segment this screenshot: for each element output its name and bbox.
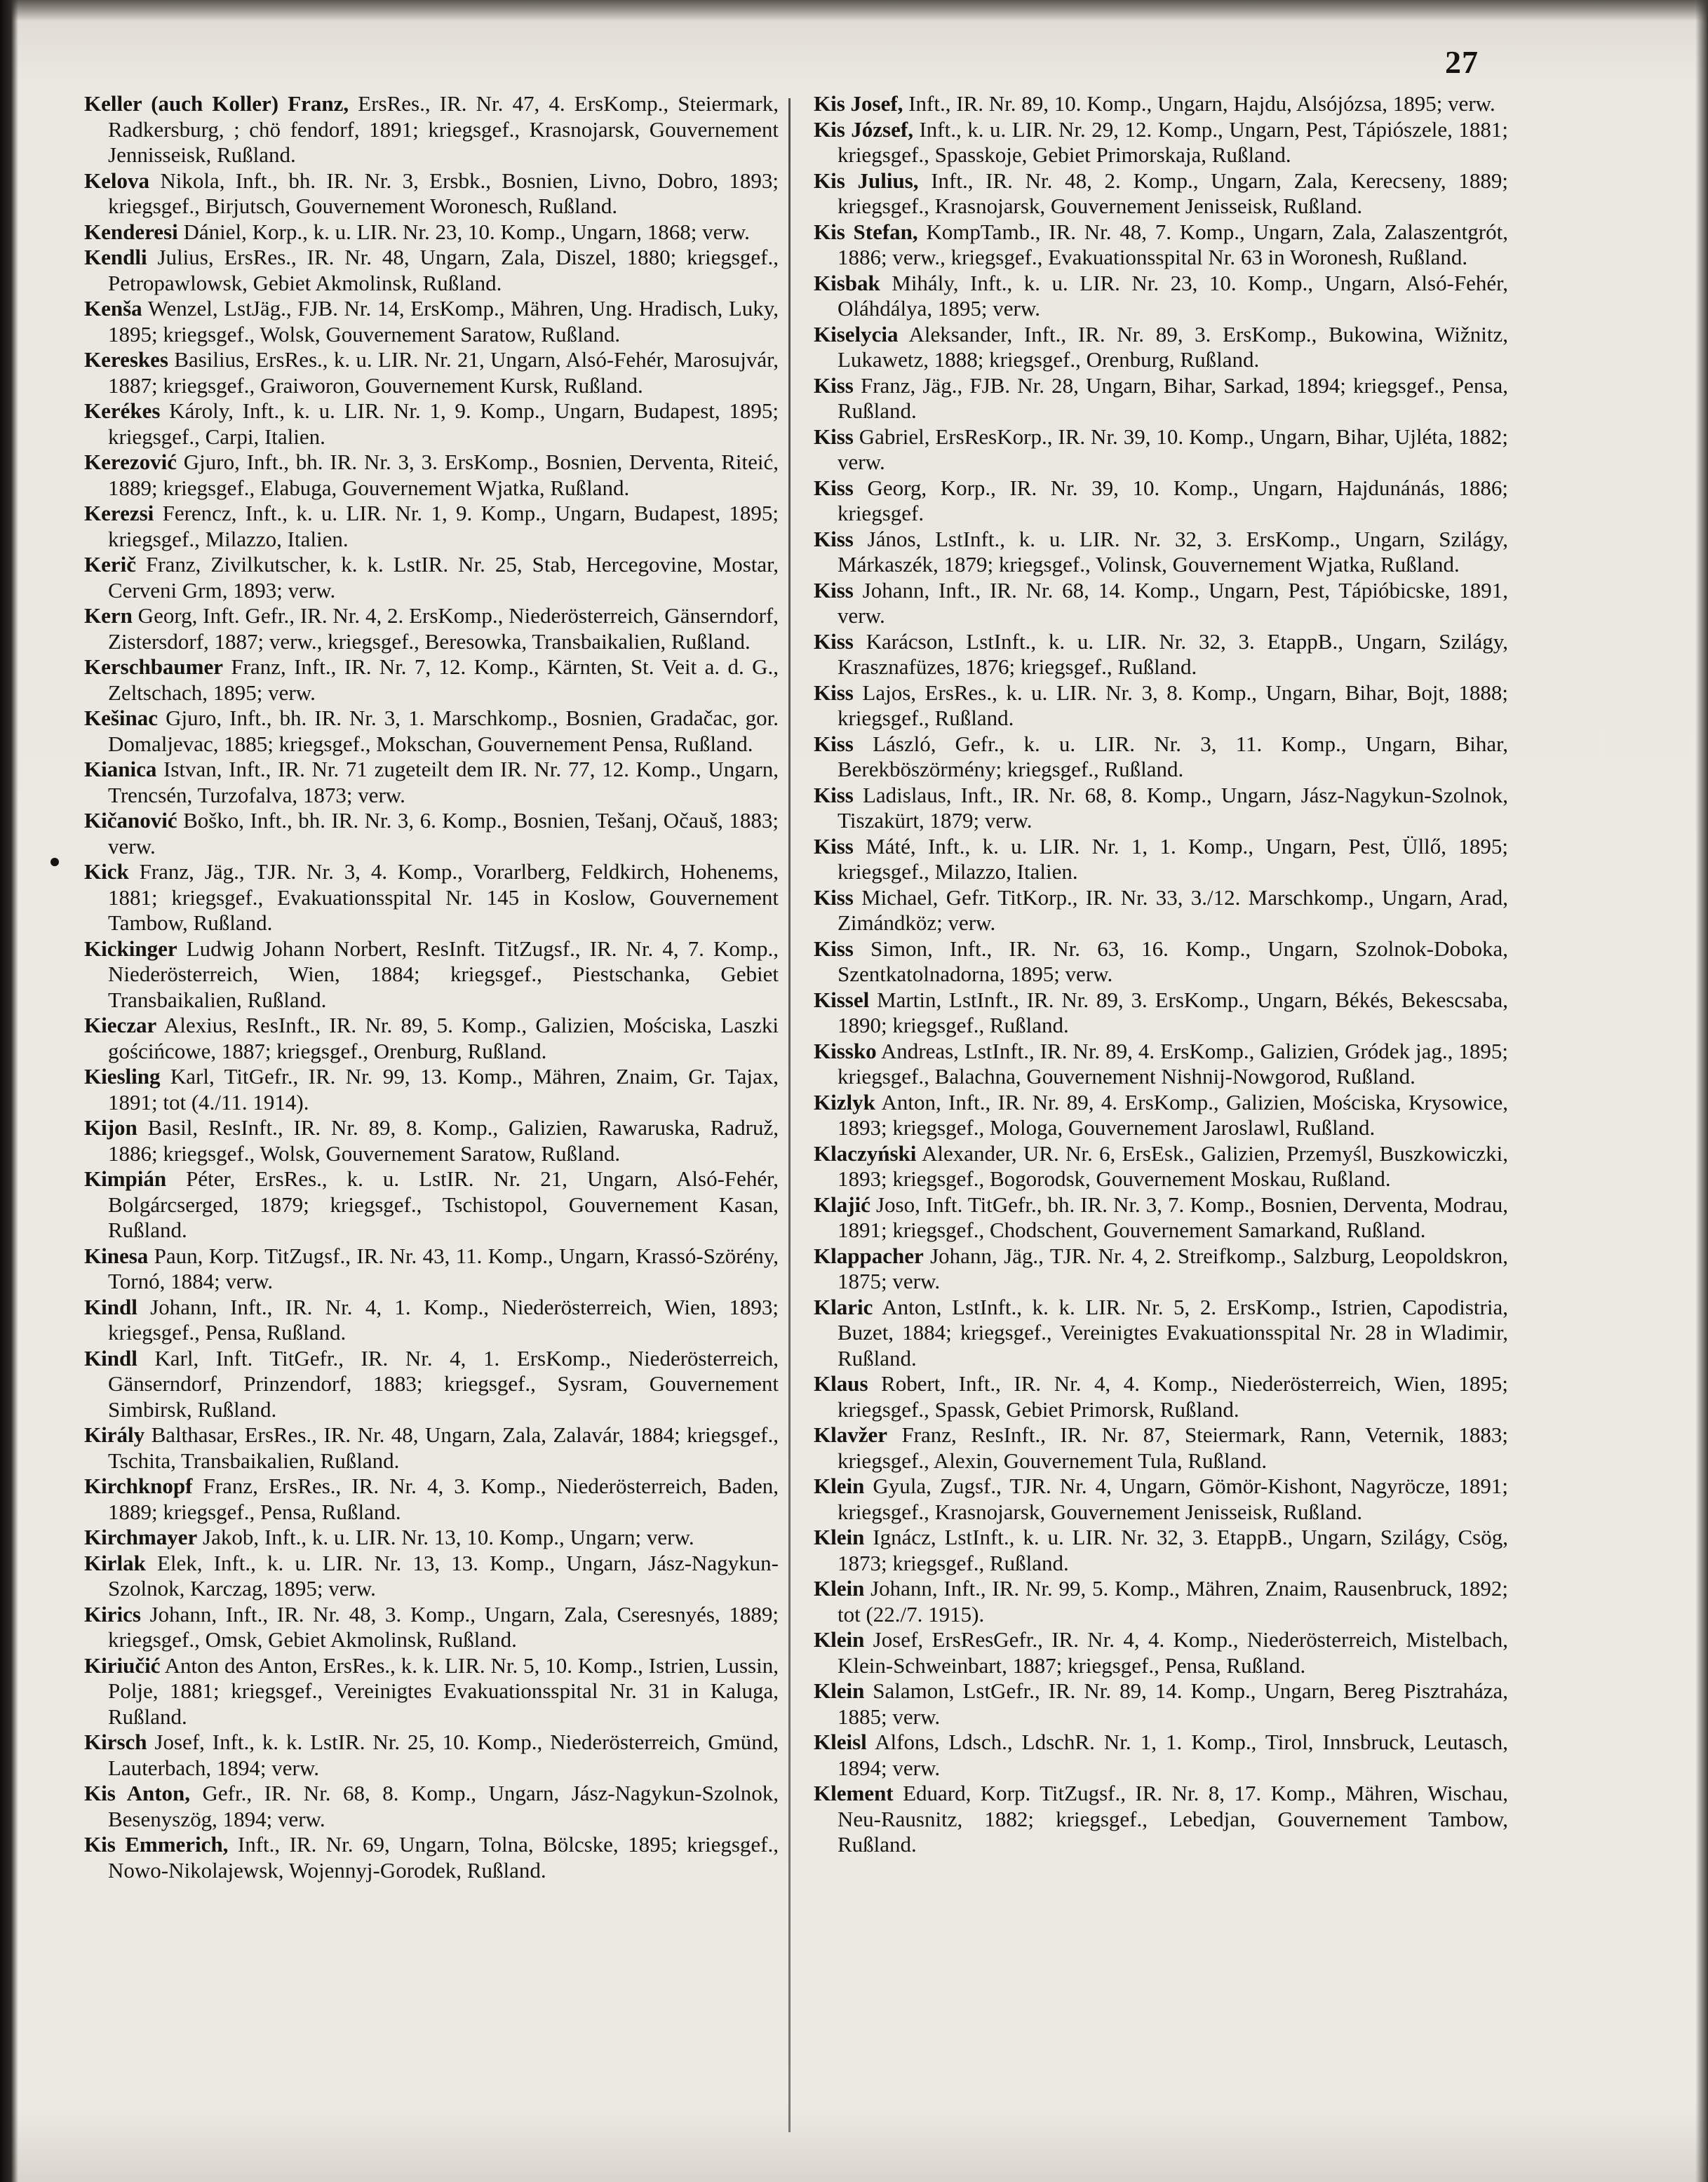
list-entry — [814, 1039, 1508, 1090]
entry-surname: Kerékes — [84, 398, 161, 423]
entry-details: Julius, ErsRes., IR. Nr. 48, Ungarn, Zala, Diszel, 1880; kriegsgef., Petropawlowsk, Gebiet Akmolinsk, Rußland. — [108, 245, 779, 295]
list-entry — [84, 552, 779, 603]
page-number: 27 — [1445, 44, 1479, 80]
entry-details: Robert, Inft., IR. Nr. 4, 4. Komp., Niederösterreich, Wien, 1895; kriegsgef., Spassk, Gebiet Primorsk, Rußland. — [838, 1371, 1508, 1422]
entry-surname: Kerič — [84, 552, 137, 577]
entry-details: Inft., IR. Nr. 89, 10. Komp., Ungarn, Hajdu, Alsójózsa, 1895; verw. — [903, 91, 1495, 116]
list-entry — [84, 808, 779, 859]
entry-surname: Kiss — [814, 577, 854, 602]
entry-details: Péter, ErsRes., k. u. LstIR. Nr. 21, Ungarn, Alsó-Fehér, Bolgárcserged, 1879; kriegsgef., Tschistopol, Gouvernement Kasan, Rußland. — [108, 1166, 779, 1242]
entry-surname: Kiss — [814, 680, 854, 705]
entry-details: Istvan, Inft., IR. Nr. 71 zugeteilt dem IR. Nr. 77, 12. Komp., Ungarn, Trencsén, Turzofalva, 1873; verw. — [108, 757, 779, 807]
entry-details: Gyula, Zugsf., TJR. Nr. 4, Ungarn, Gömör-Kishont, Nagyröcze, 1891; kriegsgef., Krasnojarsk, Gouvernement Jenisseisk, Rußland. — [838, 1474, 1508, 1524]
entry-details: Basil, ResInft., IR. Nr. 89, 8. Komp., Galizien, Rawaruska, Radruž, 1886; kriegsgef., Wolsk, Gouvernement Saratow, Rußland. — [108, 1115, 779, 1166]
entry-surname: Kieczar — [84, 1013, 157, 1037]
list-entry — [814, 1422, 1508, 1474]
list-entry — [814, 834, 1508, 885]
entry-surname: Klajić — [814, 1192, 870, 1217]
entry-details: Anton, Inft., IR. Nr. 89, 4. ErsKomp., Galizien, Mościska, Krysowice, 1893; kriegsgef., Mologa, Gouvernement Jaroslawl, Rußland. — [838, 1089, 1508, 1140]
scan-top-shadow — [0, 0, 1708, 21]
entry-surname: Kirchknopf — [84, 1474, 193, 1498]
entry-surname: Klaric — [814, 1294, 873, 1319]
entry-details: Ignácz, LstInft., k. u. LIR. Nr. 32, 3. EtappB., Ungarn, Szilágy, Csög, 1873; kriegsgef., Rußland. — [838, 1525, 1508, 1575]
list-entry — [814, 1371, 1508, 1422]
list-entry — [814, 1474, 1508, 1525]
entry-details: Gjuro, Inft., bh. IR. Nr. 3, 1. Marschkomp., Bosnien, Gradačac, gor. Domaljevac, 1885; kriegsgef., Mokschan, Gouvernement Pensa, Rußland. — [108, 706, 779, 756]
list-entry — [84, 1832, 779, 1883]
list-entry — [84, 450, 779, 501]
entry-surname: Klavžer — [814, 1422, 888, 1447]
entry-surname: Kiriučić — [84, 1652, 161, 1678]
entry-details: Salamon, LstGefr., IR. Nr. 89, 14. Komp., Ungarn, Bereg Pisztraháza, 1885; verw. — [838, 1678, 1508, 1729]
entry-details: Alexius, ResInft., IR. Nr. 89, 5. Komp., Galizien, Mościska, Laszki gościńcowe, 1887; kriegsgef., Orenburg, Rußland. — [108, 1013, 779, 1063]
entry-surname: Kerezović — [84, 450, 177, 474]
entry-surname: Király — [84, 1422, 145, 1447]
entry-details: Johann, Inft., IR. Nr. 4, 1. Komp., Niederösterreich, Wien, 1893; kriegsgef., Pensa, Rußland. — [108, 1294, 779, 1345]
entry-details: Alfons, Ldsch., LdschR. Nr. 1, 1. Komp., Tirol, Innsbruck, Leutasch, 1894; verw. — [838, 1730, 1508, 1780]
entry-details: Paun, Korp. TitZugsf., IR. Nr. 43, 11. Komp., Ungarn, Krassó-Szörény, Tornó, 1884; verw. — [108, 1243, 779, 1293]
list-entry — [84, 1115, 779, 1166]
list-entry — [84, 245, 779, 296]
list-entry — [84, 1781, 779, 1832]
list-entry — [84, 1653, 779, 1730]
entry-surname: Keller (auch Koller) Franz, — [84, 91, 349, 116]
list-entry — [84, 296, 779, 347]
entry-surname: Kiss — [814, 936, 854, 961]
entry-surname: Kindl — [84, 1294, 137, 1319]
list-entry — [814, 1781, 1508, 1858]
entry-details: Josef, ErsResGefr., IR. Nr. 4, 4. Komp., Niederösterreich, Mistelbach, Klein-Schweinbart, 1887; kriegsgef., Pensa, Rußland. — [838, 1627, 1508, 1678]
list-entry — [84, 654, 779, 706]
entry-details: Franz, ErsRes., IR. Nr. 4, 3. Komp., Niederösterreich, Baden, 1889; kriegsgef., Pensa, Rußland. — [108, 1474, 779, 1524]
entry-surname: Kičanović — [84, 808, 177, 833]
entry-surname: Kiss — [814, 628, 854, 654]
list-entry — [814, 1678, 1508, 1730]
list-entry — [84, 936, 779, 1013]
list-entry — [814, 424, 1508, 476]
list-entry — [84, 1013, 779, 1064]
list-entry — [84, 706, 779, 757]
entry-surname: Kirics — [84, 1601, 141, 1627]
list-entry — [84, 398, 779, 450]
entry-surname: Kirchmayer — [84, 1525, 198, 1549]
entry-details: Michael, Gefr. TitKorp., IR. Nr. 33, 3./12. Marschkomp., Ungarn, Arad, Zimándköz; verw. — [838, 884, 1508, 935]
entry-surname: Kiss — [814, 731, 854, 756]
list-entry — [814, 885, 1508, 936]
entry-surname: Kimpián — [84, 1166, 167, 1191]
list-entry — [84, 1730, 779, 1781]
entry-surname: Kenša — [84, 296, 142, 321]
entry-surname: Klappacher — [814, 1243, 924, 1268]
list-entry — [814, 476, 1508, 527]
list-entry — [84, 1474, 779, 1525]
entry-surname: Klaczyński — [814, 1140, 917, 1166]
list-entry — [84, 1295, 779, 1346]
entry-details: Eduard, Korp. TitZugsf., IR. Nr. 8, 17. Komp., Mähren, Wischau, Neu-Rausnitz, 1882; kriegsgef., Lebedjan, Gouvernement Tambow, Rußland. — [838, 1781, 1508, 1857]
entry-details: Johann, Inft., IR. Nr. 48, 3. Komp., Ungarn, Zala, Cseresnyés, 1889; kriegsgef., Omsk, Gebiet Akmolinsk, Rußland. — [108, 1601, 779, 1652]
margin-dot-mark — [51, 858, 59, 866]
list-entry — [814, 91, 1508, 117]
entry-details: János, LstInft., k. u. LIR. Nr. 32, 3. ErsKomp., Ungarn, Szilágy, Márkaszék, 1879; kriegsgef., Volinsk, Gouvernement Wjatka, Rußland. — [838, 526, 1508, 577]
list-entry — [84, 1551, 779, 1602]
entry-details: Simon, Inft., IR. Nr. 63, 16. Komp., Ungarn, Szolnok-Doboka, Szentkatolnadorna, 1895; verw. — [838, 936, 1508, 986]
entry-details: Károly, Inft., k. u. LIR. Nr. 1, 9. Komp., Ungarn, Budapest, 1895; kriegsgef., Carpi, Italien. — [108, 398, 779, 449]
list-entry — [814, 271, 1508, 322]
entry-surname: Kis József, — [814, 116, 913, 142]
entry-surname: Kirsch — [84, 1730, 147, 1754]
entry-surname: Kešinac — [84, 706, 159, 730]
list-entry — [814, 680, 1508, 732]
entry-details: Gefr., IR. Nr. 68, 8. Komp., Ungarn, Jász-Nagykun-Szolnok, Besenyszög, 1894; verw. — [108, 1781, 779, 1831]
list-entry — [84, 603, 779, 654]
list-entry — [84, 501, 779, 552]
entry-details: Georg, Inft. Gefr., IR. Nr. 4, 2. ErsKomp., Niederösterreich, Gänserndorf, Zistersdorf, 1887; verw., kriegsgef., Beresowka, Transbaikalien, Rußland. — [108, 603, 779, 654]
entry-details: Gjuro, Inft., bh. IR. Nr. 3, 3. ErsKomp., Bosnien, Derventa, Riteić, 1889; kriegsgef., Elabuga, Gouvernement Wjatka, Rußland. — [108, 450, 779, 500]
entry-surname: Kis Stefan, — [814, 219, 918, 244]
list-entry — [84, 757, 779, 808]
entry-surname: Kiesling — [84, 1064, 161, 1089]
entry-surname: Kis Anton, — [84, 1781, 191, 1805]
entry-surname: Klein — [814, 1627, 865, 1652]
entry-surname: Kiss — [814, 833, 854, 858]
list-entry — [814, 1090, 1508, 1141]
list-entry — [84, 347, 779, 398]
entry-surname: Kisbak — [814, 270, 880, 295]
entry-details: Inft., IR. Nr. 69, Ungarn, Tolna, Bölcske, 1895; kriegsgef., Nowo-Nikolajewsk, Wojennyj-Gorodek, Rußland. — [108, 1832, 779, 1883]
entry-surname: Kissel — [814, 987, 870, 1012]
entry-surname: Kiss — [814, 475, 854, 500]
list-entry — [84, 859, 779, 936]
entry-surname: Kijon — [84, 1115, 137, 1140]
list-entry — [814, 783, 1508, 834]
list-entry — [814, 1525, 1508, 1576]
list-entry — [84, 1346, 779, 1423]
entry-surname: Kiss — [814, 372, 854, 398]
entry-details: Martin, LstInft., IR. Nr. 89, 3. ErsKomp., Ungarn, Békés, Bekescsaba, 1890; kriegsgef., Rußland. — [838, 987, 1508, 1037]
entry-details: Joso, Inft. TitGefr., bh. IR. Nr. 3, 7. Komp., Bosnien, Derventa, Modrau, 1891; kriegsgef., Chodschent, Gouvernement Samarkand, Rußland. — [838, 1192, 1508, 1242]
list-entry — [814, 578, 1508, 629]
entry-details: Balthasar, ErsRes., IR. Nr. 48, Ungarn, Zala, Zalavár, 1884; kriegsgef., Tschita, Transbaikalien, Rußland. — [108, 1422, 779, 1473]
list-entry — [84, 1244, 779, 1295]
entry-surname: Kiss — [814, 782, 854, 807]
entry-surname: Kiss — [814, 424, 854, 449]
entry-surname: Kinesa — [84, 1243, 149, 1268]
entry-details: Franz, Inft., IR. Nr. 7, 12. Komp., Kärnten, St. Veit a. d. G., Zeltschach, 1895; verw. — [108, 654, 779, 705]
list-entry — [814, 1192, 1508, 1244]
entry-surname: Klein — [814, 1525, 865, 1549]
entry-details: Elek, Inft., k. u. LIR. Nr. 13, 13. Komp., Ungarn, Jász-Nagykun-Szolnok, Karczag, 1895; verw. — [108, 1550, 779, 1601]
entry-surname: Kelova — [84, 168, 149, 193]
entry-details: Karácson, LstInft., k. u. LIR. Nr. 32, 3. EtappB., Ungarn, Szilágy, Krasznafüzes, 1876; kriegsgef., Rußland. — [838, 628, 1508, 679]
entry-surname: Kereskes — [84, 347, 168, 372]
entry-details: Josef, Inft., k. k. LstIR. Nr. 25, 10. Komp., Niederösterreich, Gmünd, Lauterbach, 1894; verw. — [108, 1730, 779, 1780]
list-entry — [814, 1141, 1508, 1192]
entry-details: Máté, Inft., k. u. LIR. Nr. 1, 1. Komp., Ungarn, Pest, Üllő, 1895; kriegsgef., Milazzo, Italien. — [838, 833, 1508, 884]
list-entry — [814, 168, 1508, 220]
entry-surname: Kendli — [84, 245, 147, 269]
list-entry — [84, 1422, 779, 1474]
scan-right-edge — [1695, 0, 1708, 2182]
entry-details: ErsRes., IR. Nr. 47, 4. ErsKomp., Steiermark, Radkersburg, ; chö fendorf, 1891; kriegsgef., Krasnojarsk, Gouvernement Jennisseisk, Rußland. — [108, 91, 779, 167]
list-entry — [814, 220, 1508, 271]
entry-details: Wenzel, LstJäg., FJB. Nr. 14, ErsKomp., Mähren, Ung. Hradisch, Luky, 1895; kriegsgef., Wolsk, Gouvernement Saratow, Rußland. — [108, 296, 779, 346]
list-entry — [814, 1295, 1508, 1372]
entry-details: Franz, Jäg., FJB. Nr. 28, Ungarn, Bihar, Sarkad, 1894; kriegsgef., Pensa, Rußland. — [838, 372, 1508, 423]
entry-details: Georg, Korp., IR. Nr. 39, 10. Komp., Ungarn, Hajdunánás, 1886; kriegsgef. — [838, 475, 1508, 525]
list-entry — [814, 732, 1508, 783]
list-entry — [84, 168, 779, 220]
entry-surname: Klein — [814, 1576, 865, 1601]
list-entry — [814, 988, 1508, 1039]
list-entry — [814, 527, 1508, 578]
entry-details: Anton, LstInft., k. k. LIR. Nr. 5, 2. ErsKomp., Istrien, Capodistria, Buzet, 1884; kriegsgef., Vereinigtes Evakuationsspital Nr. 28 in Wladimir, Rußland. — [838, 1294, 1508, 1371]
entry-details: Ferencz, Inft., k. u. LIR. Nr. 1, 9. Komp., Ungarn, Budapest, 1895; kriegsgef., Milazzo, Italien. — [108, 501, 779, 551]
entry-details: Johann, Inft., IR. Nr. 99, 5. Komp., Mähren, Znaim, Rausenbruck, 1892; tot (22./7. 1915). — [838, 1576, 1508, 1627]
list-entry — [814, 1730, 1508, 1781]
entry-surname: Klement — [814, 1781, 894, 1805]
entry-details: Lajos, ErsRes., k. u. LIR. Nr. 3, 8. Komp., Ungarn, Bihar, Bojt, 1888; kriegsgef., Rußland. — [838, 680, 1508, 730]
entry-surname: Kissko — [814, 1038, 877, 1063]
entry-details: Karl, Inft. TitGefr., IR. Nr. 4, 1. ErsKomp., Niederösterreich, Gänserndorf, Prinzendorf, 1883; kriegsgef., Sysram, Gouvernement Simbirsk, Rußland. — [108, 1345, 779, 1422]
entry-details: Franz, ResInft., IR. Nr. 87, Steiermark, Rann, Veternik, 1883; kriegsgef., Alexin, Gouvernement Tula, Rußland. — [838, 1422, 1508, 1473]
entry-details: Andreas, LstInft., IR. Nr. 89, 4. ErsKomp., Galizien, Gródek jag., 1895; kriegsgef., Balachna, Gouvernement Nishnij-Nowgorod, Rußland. — [838, 1038, 1508, 1089]
list-entry — [84, 1602, 779, 1653]
list-entry — [814, 117, 1508, 168]
list-entry — [814, 1244, 1508, 1295]
entry-surname: Kindl — [84, 1345, 137, 1371]
list-entry — [814, 936, 1508, 988]
list-entry — [84, 1525, 779, 1551]
entry-details: Jakob, Inft., k. u. LIR. Nr. 13, 10. Komp., Ungarn; verw. — [197, 1525, 694, 1549]
entry-surname: Kis Josef, — [814, 91, 903, 116]
list-entry — [814, 373, 1508, 424]
entry-surname: Kizlyk — [814, 1089, 875, 1114]
entry-surname: Kenderesi — [84, 219, 178, 244]
entry-details: Alexander, UR. Nr. 6, ErsEsk., Galizien, Przemyśl, Buszkowiczki, 1893; kriegsgef., Bogorodsk, Gouvernement Moskau, Rußland. — [838, 1140, 1508, 1191]
list-entry — [84, 1064, 779, 1115]
right-column — [814, 91, 1508, 1858]
entry-surname: Kianica — [84, 757, 157, 781]
entry-surname: Kern — [84, 603, 133, 628]
entry-surname: Kirlak — [84, 1550, 146, 1575]
entry-details: Franz, Jäg., TJR. Nr. 3, 4. Komp., Vorarlberg, Feldkirch, Hohenems, 1881; kriegsgef., Evakuationsspital Nr. 145 in Koslow, Gouvernement Tambow, Rußland. — [108, 859, 779, 935]
entry-details: Anton des Anton, ErsRes., k. k. LIR. Nr. 5, 10. Komp., Istrien, Lussin, Polje, 1881; kriegsgef., Vereinigtes Evakuationsspital Nr. 31 in Kaluga, Rußland. — [108, 1652, 779, 1729]
entry-surname: Klein — [814, 1474, 865, 1498]
entry-details: Nikola, Inft., bh. IR. Nr. 3, Ersbk., Bosnien, Livno, Dobro, 1893; kriegsgef., Birjutsch, Gouvernement Woronesch, Rußland. — [108, 168, 779, 218]
list-entry — [814, 1576, 1508, 1627]
list-entry — [814, 322, 1508, 373]
entry-details: KompTamb., IR. Nr. 48, 7. Komp., Ungarn, Zala, Zalaszentgrót, 1886; verw., kriegsgef., Evakuationsspital Nr. 63 in Woronesh, Rußland. — [838, 219, 1508, 269]
entry-surname: Klein — [814, 1678, 865, 1703]
scan-left-edge — [0, 0, 18, 2182]
entry-surname: Kiss — [814, 884, 854, 910]
entry-details: Ladislaus, Inft., IR. Nr. 68, 8. Komp., Ungarn, Jász-Nagykun-Szolnok, Tiszakürt, 1879; verw. — [838, 782, 1508, 833]
entry-details: Inft., k. u. LIR. Nr. 29, 12. Komp., Ungarn, Pest, Tápiószele, 1881; kriegsgef., Spasskoje, Gebiet Primorskaja, Rußland. — [838, 116, 1508, 167]
entry-details: Boško, Inft., bh. IR. Nr. 3, 6. Komp., Bosnien, Tešanj, Očauš, 1883; verw. — [108, 808, 779, 858]
entry-details: Inft., IR. Nr. 48, 2. Komp., Ungarn, Zala, Kerecseny, 1889; kriegsgef., Krasnojarsk, Gouvernement Jenisseisk, Rußland. — [838, 168, 1508, 218]
list-entry — [84, 1166, 779, 1244]
entry-surname: Kis Julius, — [814, 168, 919, 193]
list-entry — [814, 1627, 1508, 1678]
entry-surname: Kiss — [814, 526, 854, 551]
entry-details: Franz, Zivilkutscher, k. k. LstIR. Nr. 25, Stab, Hercegovine, Mostar, Cerveni Grm, 1893; verw. — [108, 552, 779, 602]
entry-details: Basilius, ErsRes., k. u. LIR. Nr. 21, Ungarn, Alsó-Fehér, Marosujvár, 1887; kriegsgef., Graiworon, Gouvernement Kursk, Rußland. — [108, 347, 779, 398]
entry-details: Johann, Jäg., TJR. Nr. 4, 2. Streifkomp., Salzburg, Leopoldskron, 1875; verw. — [838, 1243, 1508, 1293]
entry-surname: Kerezsi — [84, 501, 154, 525]
entry-surname: Kick — [84, 859, 129, 884]
left-column — [84, 91, 779, 1883]
entry-surname: Kis Emmerich, — [84, 1832, 229, 1857]
list-entry — [84, 91, 779, 168]
entry-details: Dániel, Korp., k. u. LIR. Nr. 23, 10. Komp., Ungarn, 1868; verw. — [177, 219, 750, 244]
column-divider — [788, 98, 791, 2132]
entry-details: Mihály, Inft., k. u. LIR. Nr. 23, 10. Komp., Ungarn, Alsó-Fehér, Oláhdálya, 1895; verw. — [838, 270, 1508, 321]
entry-surname: Kleisl — [814, 1730, 867, 1754]
list-entry — [814, 629, 1508, 680]
entry-details: Aleksander, Inft., IR. Nr. 89, 3. ErsKomp., Bukowina, Wižnitz, Lukawetz, 1888; kriegsgef., Orenburg, Rußland. — [838, 321, 1508, 372]
entry-details: Ludwig Johann Norbert, ResInft. TitZugsf., IR. Nr. 4, 7. Komp., Niederösterreich, Wien, 1884; kriegsgef., Piestschanka, Gebiet Transbaikalien, Rußland. — [108, 936, 779, 1012]
list-entry — [84, 220, 779, 245]
entry-surname: Kerschbaumer — [84, 654, 224, 679]
entry-details: Gabriel, ErsResKorp., IR. Nr. 39, 10. Komp., Ungarn, Bihar, Ujléta, 1882; verw. — [838, 424, 1508, 474]
entry-details: László, Gefr., k. u. LIR. Nr. 3, 11. Komp., Ungarn, Bihar, Berekböszörmény; kriegsgef., Rußland. — [838, 731, 1508, 781]
entry-surname: Klaus — [814, 1371, 868, 1396]
entry-surname: Kiselycia — [814, 321, 899, 346]
entry-details: Karl, TitGefr., IR. Nr. 99, 13. Komp., Mähren, Znaim, Gr. Tajax, 1891; tot (4./11. 1914). — [108, 1064, 779, 1114]
entry-surname: Kickinger — [84, 936, 177, 961]
entry-details: Johann, Inft., IR. Nr. 68, 14. Komp., Ungarn, Pest, Tápióbicske, 1891, verw. — [838, 577, 1508, 628]
